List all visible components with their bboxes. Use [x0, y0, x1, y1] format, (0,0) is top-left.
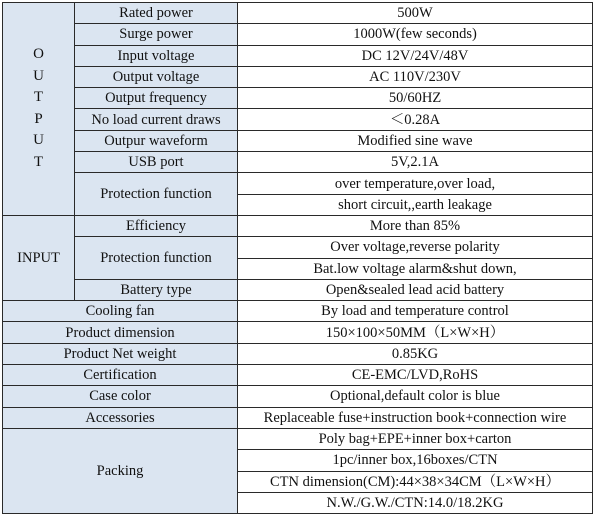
table-row [3, 88, 593, 109]
packing-value-2: 1pc/inner box,16boxes/CTN [238, 450, 593, 471]
no-load-current-label: No load current draws [75, 109, 238, 130]
input-section-label: INPUT [3, 215, 75, 300]
input-protection-value-1: Over voltage,reverse polarity [238, 237, 593, 258]
rated-power-label: Rated power [75, 3, 238, 24]
input-voltage-value: DC 12V/24V/48V [238, 45, 593, 66]
spec-table [2, 2, 593, 514]
cooling-fan-label: Cooling fan [3, 301, 238, 322]
product-dimension-label: Product dimension [3, 322, 238, 343]
output-section-label: O U T P U T [3, 3, 75, 216]
accessories-value: Replaceable fuse+instruction book+connection wire [238, 407, 593, 428]
net-weight-value: 0.85KG [238, 343, 593, 364]
table-row [3, 173, 593, 194]
product-dimension-value: 150×100×50MM（L×W×H） [238, 322, 593, 343]
table-row [3, 279, 593, 300]
table-row [3, 152, 593, 173]
output-voltage-value: AC 110V/230V [238, 66, 593, 87]
surge-power-value: 1000W(few seconds) [238, 24, 593, 45]
table-row [3, 215, 593, 236]
table-row [3, 322, 593, 343]
output-protection-value-2: short circuit,,earth leakage [238, 194, 593, 215]
battery-type-label: Battery type [75, 279, 238, 300]
efficiency-label: Efficiency [75, 215, 238, 236]
output-protection-label: Protection function [75, 173, 238, 216]
cooling-fan-value: By load and temperature control [238, 301, 593, 322]
no-load-current-value: ＜0.28A [238, 109, 593, 130]
rated-power-value: 500W [238, 3, 593, 24]
accessories-label: Accessories [3, 407, 238, 428]
table-row [3, 428, 593, 449]
output-protection-value-1: over temperature,over load, [238, 173, 593, 194]
packing-value-4: N.W./G.W./CTN:14.0/18.2KG [238, 492, 593, 513]
packing-label: Packing [3, 428, 238, 513]
case-color-value: Optional,default color is blue [238, 386, 593, 407]
efficiency-value: More than 85% [238, 215, 593, 236]
table-row [3, 66, 593, 87]
table-row [3, 3, 593, 24]
case-color-label: Case color [3, 386, 238, 407]
output-voltage-label: Output voltage [75, 66, 238, 87]
usb-port-label: USB port [75, 152, 238, 173]
output-frequency-label: Output frequency [75, 88, 238, 109]
waveform-label: Outpur waveform [75, 130, 238, 151]
packing-value-1: Poly bag+EPE+inner box+carton [238, 428, 593, 449]
table-row [3, 365, 593, 386]
table-row [3, 237, 593, 258]
table-row [3, 109, 593, 130]
table-row [3, 407, 593, 428]
waveform-value: Modified sine wave [238, 130, 593, 151]
certification-value: CE-EMC/LVD,RoHS [238, 365, 593, 386]
input-voltage-label: Input voltage [75, 45, 238, 66]
input-protection-label: Protection function [75, 237, 238, 280]
table-row [3, 343, 593, 364]
surge-power-label: Surge power [75, 24, 238, 45]
table-row [3, 301, 593, 322]
table-row [3, 45, 593, 66]
battery-type-value: Open&sealed lead acid battery [238, 279, 593, 300]
table-row [3, 130, 593, 151]
packing-value-3: CTN dimension(CM):44×38×34CM（L×W×H） [238, 471, 593, 492]
certification-label: Certification [3, 365, 238, 386]
output-frequency-value: 50/60HZ [238, 88, 593, 109]
net-weight-label: Product Net weight [3, 343, 238, 364]
input-protection-value-2: Bat.low voltage alarm&shut down, [238, 258, 593, 279]
table-row [3, 24, 593, 45]
table-row [3, 386, 593, 407]
usb-port-value: 5V,2.1A [238, 152, 593, 173]
